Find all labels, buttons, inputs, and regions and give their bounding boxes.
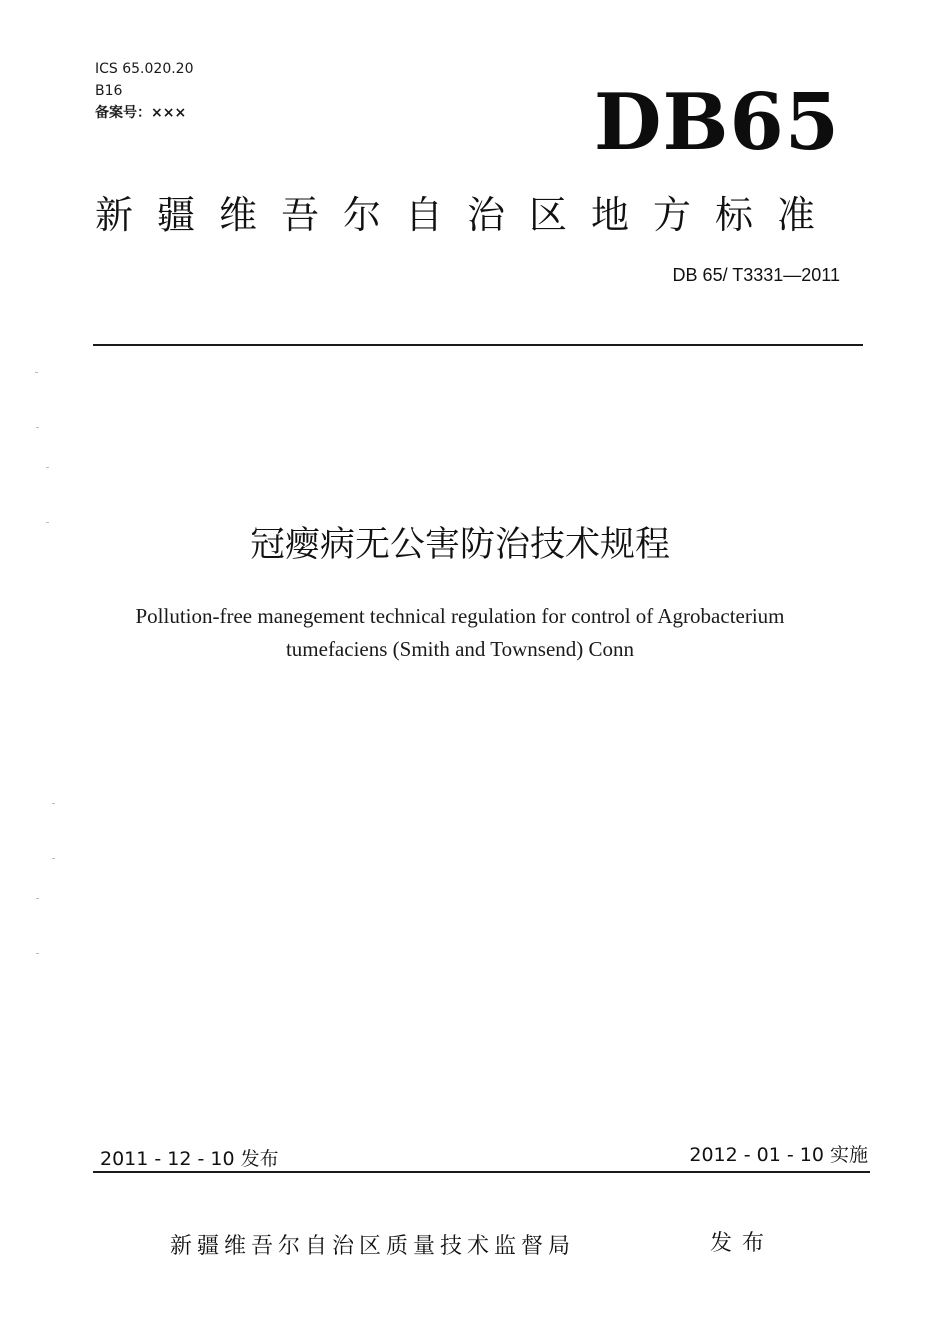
bottom-divider: [93, 1171, 870, 1173]
ics-code: ICS 65.020.20: [95, 61, 194, 77]
scan-artifact: [35, 372, 38, 373]
scan-artifact: [52, 803, 55, 804]
title-english: [90, 600, 830, 666]
implementation-date: 2012 - 01 - 10 实施: [689, 1144, 868, 1166]
issue-date: 2011 - 12 - 10 发布: [100, 1148, 279, 1170]
standard-number: DB 65/ T3331—2011: [672, 265, 840, 285]
publish-label: 发布: [710, 1231, 775, 1256]
title-chinese: 冠瘿病无公害防治技术规程: [249, 525, 670, 565]
standard-type-heading: 新疆维吾尔自治区地方标准: [95, 193, 840, 237]
title-english-line-2: tumefaciens (Smith and Townsend) Conn: [285, 637, 635, 661]
issuing-authority: 新疆维吾尔自治区质量技术监督局: [170, 1234, 576, 1259]
scan-artifact: [36, 427, 39, 428]
scan-artifact: [52, 858, 55, 859]
scan-artifact: [46, 522, 49, 523]
scan-artifact: [36, 953, 39, 954]
top-divider: [93, 344, 863, 346]
scan-artifact: [46, 467, 49, 468]
scan-artifact: [36, 898, 39, 899]
title-english-line-1: Pollution-free manegement technical regulation for control of Agrobacterium: [135, 604, 785, 628]
header-metadata: [95, 58, 194, 124]
category-code: B16: [95, 83, 123, 99]
record-number: 备案号：×××: [95, 105, 187, 121]
db-code-logo: DB65: [593, 77, 840, 168]
